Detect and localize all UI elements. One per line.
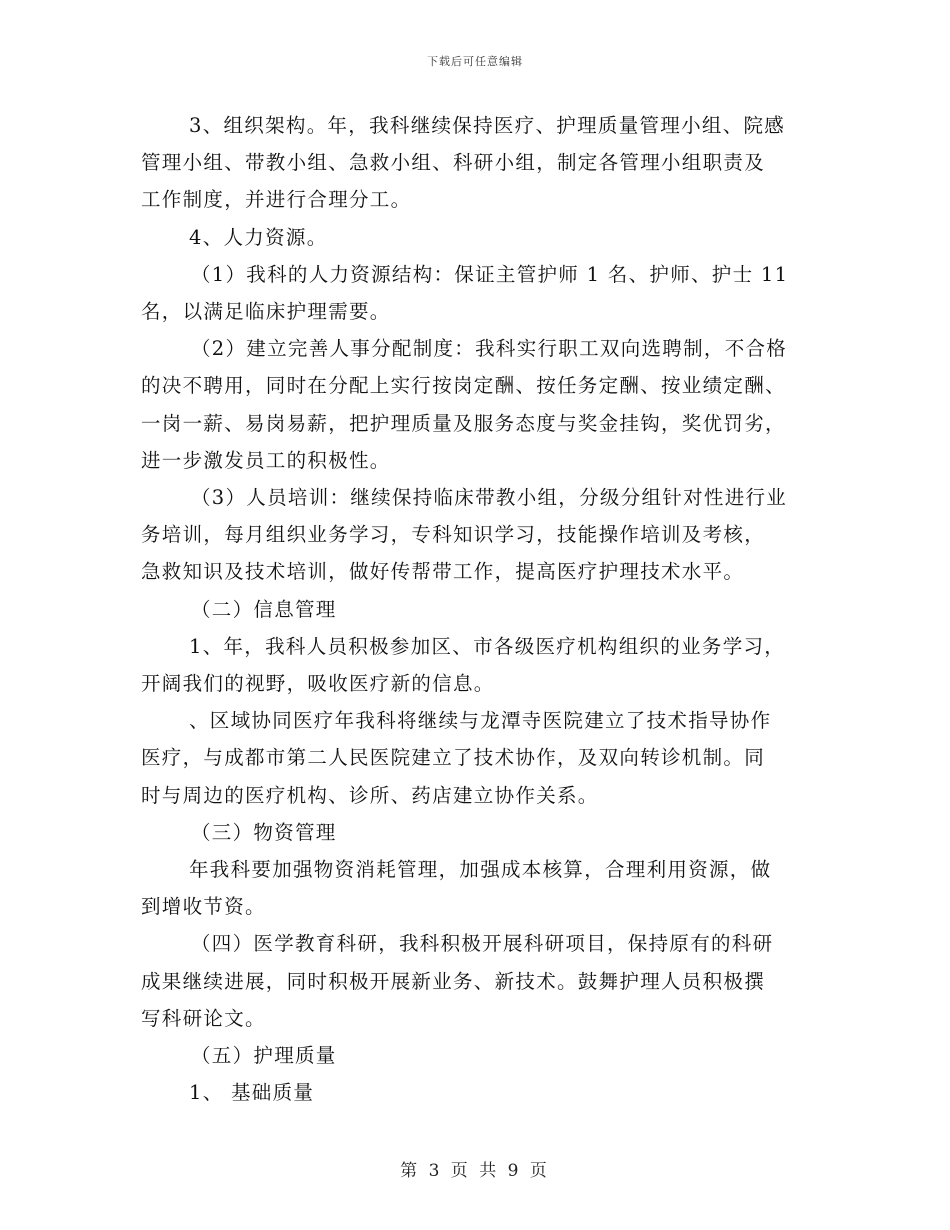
text-line: 1、 基础质量 xyxy=(189,1081,315,1105)
text-line: （1）我科的人力资源结构：保证主管护师 1 名、护师、护士 11 xyxy=(191,262,789,286)
paragraph-materials xyxy=(141,851,811,925)
text-line: （2）建立完善人事分配制度：我科实行职工双向选聘制，不合格 xyxy=(191,337,788,361)
paragraph-education-research xyxy=(141,925,811,1037)
document-body xyxy=(141,107,811,1111)
text-line: 名，以满足临床护理需要。 xyxy=(141,300,391,324)
text-line: 年我科要加强物资消耗管理，加强成本核算，合理利用资源，做 xyxy=(189,858,772,882)
text-line: （二）信息管理 xyxy=(191,597,337,621)
paragraph-human-resources-heading xyxy=(141,219,811,256)
paragraph-hr-structure xyxy=(141,256,811,330)
section-heading-materials-management xyxy=(141,814,811,851)
text-line: 4、人力资源。 xyxy=(189,225,328,249)
paragraph-hr-allocation xyxy=(141,330,811,479)
page-header: 下载后可任意编辑 xyxy=(427,55,523,68)
text-line: 时与周边的医疗机构、诊所、药店建立协作关系。 xyxy=(141,783,599,807)
text-line: 工作制度，并进行合理分工。 xyxy=(141,188,412,212)
paragraph-hr-training xyxy=(141,479,811,591)
text-line: 医疗，与成都市第二人民医院建立了技术协作，及双向转诊机制。同 xyxy=(141,746,766,770)
page-number: 第 3 页 共 9 页 xyxy=(400,1161,550,1181)
text-line: 的决不聘用，同时在分配上实行按岗定酬、按任务定酬、按业绩定酬、 xyxy=(141,374,786,398)
text-line: 急救知识及技术培训，做好传帮带工作，提高医疗护理技术水平。 xyxy=(141,560,745,584)
section-heading-nursing-quality xyxy=(141,1037,811,1074)
text-line: 务培训，每月组织业务学习，专科知识学习，技能操作培训及考核， xyxy=(141,523,766,547)
text-line: 管理小组、带教小组、急救小组、科研小组，制定各管理小组职责及 xyxy=(141,151,766,175)
paragraph-org-structure xyxy=(141,107,811,219)
subheading-basic-quality xyxy=(141,1074,811,1111)
section-heading-info-management xyxy=(141,591,811,628)
text-line: 到增收节资。 xyxy=(141,895,266,919)
text-line: 3、组织架构。年，我科继续保持医疗、护理质量管理小组、院感 xyxy=(189,114,786,137)
text-line: 1、年，我科人员积极参加区、市各级医疗机构组织的业务学习， xyxy=(189,634,786,658)
text-line: 写科研论文。 xyxy=(141,1006,266,1030)
text-line: 成果继续进展，同时积极开展新业务、新技术。鼓舞护理人员积极撰 xyxy=(141,969,766,993)
text-line: （四）医学教育科研，我科积极开展科研项目，保持原有的科研 xyxy=(191,932,774,956)
text-line: （三）物资管理 xyxy=(191,820,337,844)
paragraph-info-learning xyxy=(141,628,811,702)
text-line: 一岗一薪、易岗易薪，把护理质量及服务态度与奖金挂钩，奖优罚劣， xyxy=(141,411,786,435)
text-line: （五）护理质量 xyxy=(191,1044,337,1068)
paragraph-regional-collaboration xyxy=(141,702,811,814)
text-line: 开阔我们的视野，吸收医疗新的信息。 xyxy=(141,672,495,696)
text-line: 、区域协同医疗年我科将继续与龙潭寺医院建立了技术指导协作 xyxy=(189,709,772,733)
text-line: 进一步激发员工的积极性。 xyxy=(141,448,391,472)
text-line: （3）人员培训：继续保持临床带教小组，分级分组针对性进行业 xyxy=(191,486,788,510)
